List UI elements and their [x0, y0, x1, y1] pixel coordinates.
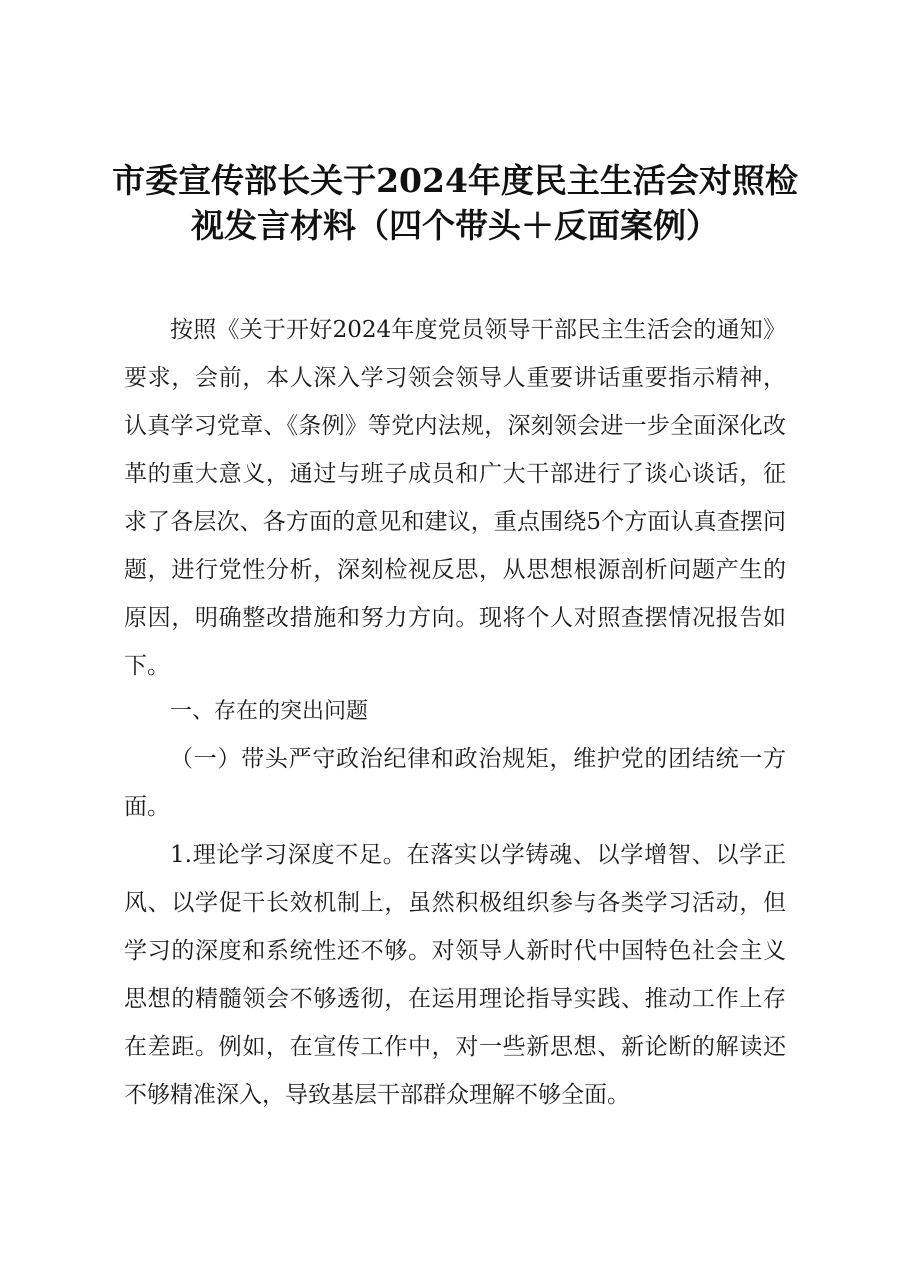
intro-paragraph: 按照《关于开好2024年度党员领导干部民主生活会的通知》要求，会前，本人深入学习领会领导人重要讲话重要指示精神，认真学习党章、《条例》等党内法规，深刻领会进一步全面深化改革的重大意义，通过与班子成员和广大干部进行了谈心谈话，征求了各层次、各方面的意见和建议，重点围绕5个方面认真查摆问题，进行党性分析，深刻检视反思，从思想根源剖析问题产生的原因，明确整改措施和努力方向。现将个人对照查摆情况报告如下。 [124, 317, 786, 679]
sub-heading: （一）带头严守政治纪律和政治规矩，维护党的团结统一方面。 [124, 746, 786, 820]
item-paragraph: 1.理论学习深度不足。在落实以学铸魂、以学增智、以学正风、以学促干长效机制上，虽然积极组织参与各类学习活动，但学习的深度和系统性还不够。对领导人新时代中国特色社会主义思想的精髓领会不够透彻，在运用理论指导实践、推动工作上存在差距。例如，在宣传工作中，对一些新思想、新论断的解读还不够精准深入，导致基层干部群众理解不够全面。 [124, 842, 786, 1108]
section-heading: 一、存在的突出问题 [170, 699, 369, 724]
document-title: 市委宣传部长关于2024年度民主生活会对照检视发言材料（四个带头＋反面案例） [112, 161, 798, 245]
